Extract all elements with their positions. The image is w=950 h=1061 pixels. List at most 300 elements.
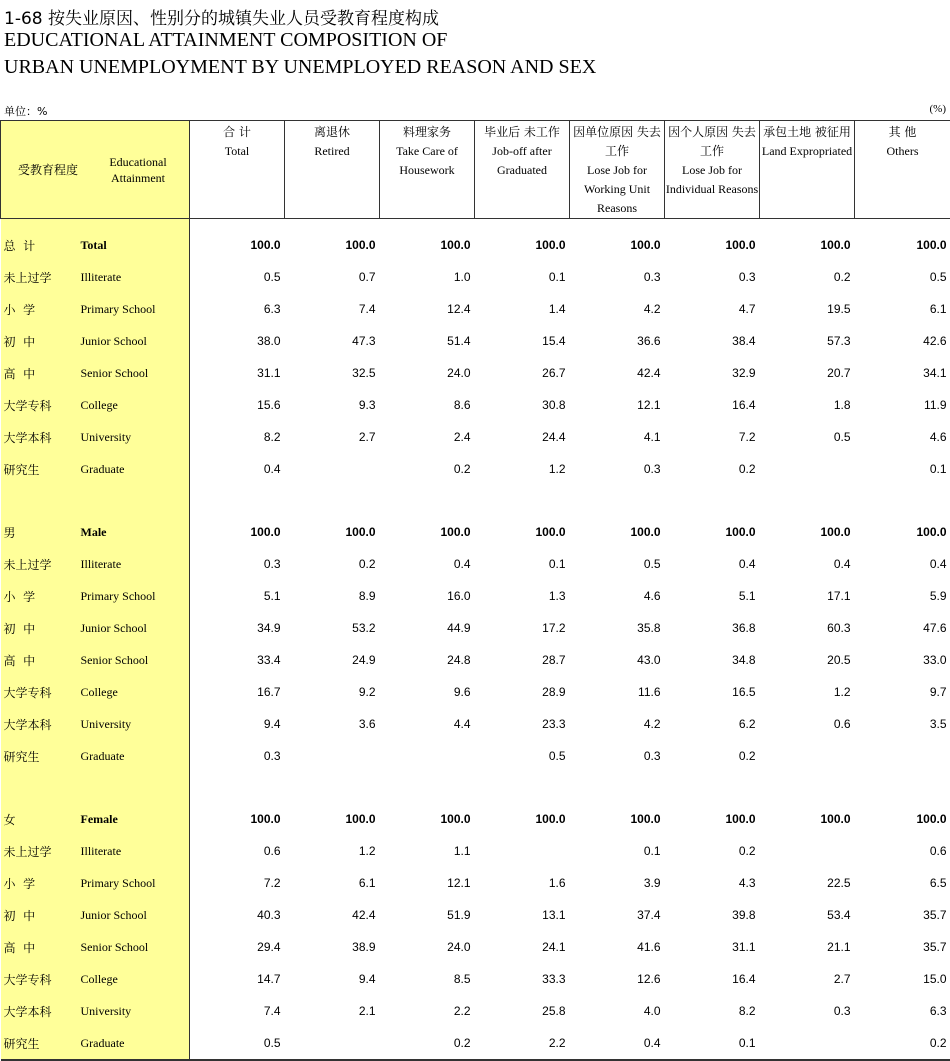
table-row [1, 740, 950, 772]
table-header-row [1, 121, 950, 219]
value-cell: 1.0 [380, 261, 475, 293]
value-cell: 100.0 [760, 516, 855, 548]
row-label-en: University [81, 708, 190, 740]
value-cell: 57.3 [760, 325, 855, 357]
value-cell: 100.0 [760, 803, 855, 835]
table-row [1, 357, 950, 389]
value-cell: 8.5 [380, 963, 475, 995]
value-cell: 5.9 [855, 580, 950, 612]
value-cell: 41.6 [570, 931, 665, 963]
value-cell: 100.0 [570, 803, 665, 835]
value-cell: 24.0 [380, 931, 475, 963]
row-label-en: University [81, 995, 190, 1027]
table-row [1, 995, 950, 1027]
unit-label-chinese: 单位：% [4, 103, 47, 119]
value-cell: 36.8 [665, 612, 760, 644]
value-cell: 0.4 [855, 548, 950, 580]
value-cell: 43.0 [570, 644, 665, 676]
value-cell: 100.0 [570, 516, 665, 548]
row-label-en: Illiterate [81, 261, 190, 293]
column-header-en: Take Care of Housework [380, 142, 474, 180]
value-cell: 14.7 [190, 963, 285, 995]
row-label-cn: 小 学 [1, 580, 81, 612]
row-label-en: University [81, 421, 190, 453]
value-cell: 42.4 [285, 899, 380, 931]
row-label-en: Primary School [81, 867, 190, 899]
column-header-en: Job-off after Graduated [475, 142, 569, 180]
value-cell: 0.5 [190, 1027, 285, 1060]
value-cell: 32.9 [665, 357, 760, 389]
value-cell: 4.2 [570, 708, 665, 740]
value-cell: 1.4 [475, 293, 570, 325]
column-header-en: Lose Job for Working Unit Reasons [570, 161, 664, 218]
value-cell: 25.8 [475, 995, 570, 1027]
row-label-en: Graduate [81, 453, 190, 485]
value-cell: 100.0 [855, 803, 950, 835]
value-cell: 35.7 [855, 931, 950, 963]
value-cell: 0.3 [570, 740, 665, 772]
value-cell: 3.9 [570, 867, 665, 899]
value-cell: 100.0 [285, 219, 380, 262]
column-header-cn: 因个人原因 失去工作 [665, 123, 759, 161]
value-cell: 0.1 [665, 1027, 760, 1060]
value-cell: 1.2 [475, 453, 570, 485]
value-cell: 36.6 [570, 325, 665, 357]
value-cell: 0.4 [190, 453, 285, 485]
row-label-cn: 高 中 [1, 931, 81, 963]
row-label-cn: 未上过学 [1, 261, 81, 293]
value-cell: 1.1 [380, 835, 475, 867]
value-cell: 0.4 [570, 1027, 665, 1060]
value-cell: 12.1 [570, 389, 665, 421]
value-cell: 0.3 [570, 453, 665, 485]
value-cell: 6.5 [855, 867, 950, 899]
column-header [760, 121, 855, 219]
value-cell: 0.5 [855, 261, 950, 293]
value-cell: 15.6 [190, 389, 285, 421]
column-header [380, 121, 475, 219]
row-label-en: Senior School [81, 931, 190, 963]
header-label-cell [1, 121, 190, 219]
row-label-en: Graduate [81, 740, 190, 772]
row-label-cn: 大学专科 [1, 963, 81, 995]
value-cell: 0.3 [665, 261, 760, 293]
table-row [1, 835, 950, 867]
value-cell: 100.0 [760, 219, 855, 262]
value-cell: 0.1 [475, 548, 570, 580]
value-cell: 42.6 [855, 325, 950, 357]
value-cell: 4.0 [570, 995, 665, 1027]
row-label-cn: 总 计 [1, 219, 81, 262]
value-cell: 37.4 [570, 899, 665, 931]
column-header-cn: 离退休 [285, 123, 379, 142]
value-cell: 2.1 [285, 995, 380, 1027]
value-cell: 0.2 [380, 1027, 475, 1060]
table-row [1, 421, 950, 453]
value-cell [285, 453, 380, 485]
column-header [475, 121, 570, 219]
value-cell: 9.2 [285, 676, 380, 708]
value-cell: 6.3 [190, 293, 285, 325]
value-cell [760, 453, 855, 485]
value-cell: 100.0 [475, 516, 570, 548]
table-row [1, 219, 950, 262]
table-row [1, 293, 950, 325]
value-cell: 16.0 [380, 580, 475, 612]
row-label-cn: 高 中 [1, 644, 81, 676]
column-header-en: Others [855, 142, 950, 161]
table-row [1, 899, 950, 931]
value-cell: 24.0 [380, 357, 475, 389]
value-cell: 1.2 [285, 835, 380, 867]
column-header-en: Land Expropriated [760, 142, 854, 161]
value-cell: 28.7 [475, 644, 570, 676]
value-cell: 30.8 [475, 389, 570, 421]
value-cell: 13.1 [475, 899, 570, 931]
value-cell: 0.3 [190, 548, 285, 580]
value-cell [855, 740, 950, 772]
header-label-en: Educational Attainment [87, 154, 189, 186]
column-header-cn: 因单位原因 失去工作 [570, 123, 664, 161]
value-cell: 3.5 [855, 708, 950, 740]
value-cell: 11.6 [570, 676, 665, 708]
value-cell: 100.0 [285, 516, 380, 548]
value-cell: 0.2 [380, 453, 475, 485]
row-label-en: Female [81, 803, 190, 835]
column-header [665, 121, 760, 219]
value-cell: 38.0 [190, 325, 285, 357]
table-row [1, 325, 950, 357]
value-cell: 0.3 [570, 261, 665, 293]
value-cell: 0.2 [665, 740, 760, 772]
column-header [190, 121, 285, 219]
value-cell: 12.4 [380, 293, 475, 325]
value-cell: 51.4 [380, 325, 475, 357]
value-cell: 100.0 [475, 803, 570, 835]
row-label-en: College [81, 389, 190, 421]
table-row [1, 516, 950, 548]
value-cell: 4.6 [855, 421, 950, 453]
value-cell: 0.2 [665, 453, 760, 485]
value-cell: 0.2 [760, 261, 855, 293]
value-cell: 23.3 [475, 708, 570, 740]
value-cell: 9.3 [285, 389, 380, 421]
row-label-cn: 研究生 [1, 1027, 81, 1060]
value-cell: 4.6 [570, 580, 665, 612]
value-cell [475, 835, 570, 867]
value-cell: 100.0 [665, 516, 760, 548]
value-cell: 0.6 [190, 835, 285, 867]
value-cell: 9.7 [855, 676, 950, 708]
table-row [1, 963, 950, 995]
value-cell: 0.2 [855, 1027, 950, 1060]
value-cell: 1.3 [475, 580, 570, 612]
unit-label-percent: (%) [930, 103, 947, 115]
value-cell: 0.5 [475, 740, 570, 772]
value-cell: 15.4 [475, 325, 570, 357]
value-cell: 31.1 [665, 931, 760, 963]
column-header-en: Total [190, 142, 284, 161]
value-cell [285, 1027, 380, 1060]
value-cell: 0.5 [190, 261, 285, 293]
table-row [1, 1027, 950, 1060]
value-cell: 0.4 [760, 548, 855, 580]
table-title-english-line1: EDUCATIONAL ATTAINMENT COMPOSITION OF [4, 29, 447, 52]
value-cell: 16.5 [665, 676, 760, 708]
value-cell: 24.4 [475, 421, 570, 453]
value-cell: 31.1 [190, 357, 285, 389]
row-label-cn: 初 中 [1, 899, 81, 931]
value-cell: 5.1 [665, 580, 760, 612]
column-header-cn: 其 他 [855, 123, 950, 142]
table-row [1, 261, 950, 293]
row-label-en: Illiterate [81, 835, 190, 867]
table-row [1, 676, 950, 708]
value-cell: 34.8 [665, 644, 760, 676]
value-cell: 20.5 [760, 644, 855, 676]
value-cell: 15.0 [855, 963, 950, 995]
value-cell: 1.2 [760, 676, 855, 708]
value-cell: 6.2 [665, 708, 760, 740]
value-cell: 21.1 [760, 931, 855, 963]
row-label-en: Male [81, 516, 190, 548]
value-cell [760, 1027, 855, 1060]
section-spacer [1, 772, 950, 803]
row-label-en: College [81, 963, 190, 995]
value-cell: 0.3 [760, 995, 855, 1027]
value-cell: 17.1 [760, 580, 855, 612]
row-label-en: Graduate [81, 1027, 190, 1060]
value-cell: 24.8 [380, 644, 475, 676]
row-label-cn: 男 [1, 516, 81, 548]
section-spacer [1, 485, 950, 516]
value-cell: 8.2 [190, 421, 285, 453]
value-cell: 100.0 [855, 219, 950, 262]
table-title-chinese: 1-68 按失业原因、性别分的城镇失业人员受教育程度构成 [4, 4, 439, 29]
value-cell: 33.4 [190, 644, 285, 676]
value-cell: 100.0 [665, 803, 760, 835]
value-cell: 39.8 [665, 899, 760, 931]
value-cell: 12.1 [380, 867, 475, 899]
value-cell: 100.0 [380, 803, 475, 835]
value-cell: 0.6 [855, 835, 950, 867]
value-cell: 0.1 [855, 453, 950, 485]
value-cell: 38.4 [665, 325, 760, 357]
value-cell: 4.7 [665, 293, 760, 325]
value-cell: 11.9 [855, 389, 950, 421]
column-header [855, 121, 950, 219]
row-label-cn: 未上过学 [1, 835, 81, 867]
value-cell: 60.3 [760, 612, 855, 644]
row-label-cn: 高 中 [1, 357, 81, 389]
data-table [0, 120, 950, 1061]
value-cell: 8.6 [380, 389, 475, 421]
column-header-cn: 毕业后 未工作 [475, 123, 569, 142]
value-cell: 8.9 [285, 580, 380, 612]
value-cell: 100.0 [285, 803, 380, 835]
value-cell: 100.0 [190, 219, 285, 262]
row-label-cn: 未上过学 [1, 548, 81, 580]
row-label-cn: 初 中 [1, 325, 81, 357]
value-cell: 8.2 [665, 995, 760, 1027]
value-cell: 26.7 [475, 357, 570, 389]
value-cell: 35.8 [570, 612, 665, 644]
row-label-cn: 研究生 [1, 740, 81, 772]
value-cell: 100.0 [570, 219, 665, 262]
value-cell: 44.9 [380, 612, 475, 644]
value-cell [285, 740, 380, 772]
value-cell: 100.0 [380, 516, 475, 548]
value-cell: 3.6 [285, 708, 380, 740]
value-cell: 5.1 [190, 580, 285, 612]
value-cell: 9.6 [380, 676, 475, 708]
table-row [1, 867, 950, 899]
row-label-cn: 女 [1, 803, 81, 835]
row-label-en: Senior School [81, 644, 190, 676]
column-header-cn: 承包土地 被征用 [760, 123, 854, 142]
value-cell: 24.1 [475, 931, 570, 963]
value-cell: 53.4 [760, 899, 855, 931]
value-cell: 40.3 [190, 899, 285, 931]
column-header-cn: 合 计 [190, 123, 284, 142]
value-cell: 1.8 [760, 389, 855, 421]
value-cell: 0.4 [665, 548, 760, 580]
value-cell: 7.4 [285, 293, 380, 325]
table-row [1, 612, 950, 644]
value-cell: 19.5 [760, 293, 855, 325]
value-cell [380, 740, 475, 772]
table-row [1, 548, 950, 580]
row-label-en: Primary School [81, 580, 190, 612]
value-cell: 100.0 [855, 516, 950, 548]
table-title-english-line2: URBAN UNEMPLOYMENT BY UNEMPLOYED REASON AND SEX [4, 56, 596, 79]
value-cell [760, 835, 855, 867]
value-cell: 34.9 [190, 612, 285, 644]
row-label-en: Junior School [81, 612, 190, 644]
row-label-cn: 小 学 [1, 867, 81, 899]
value-cell: 17.2 [475, 612, 570, 644]
value-cell: 34.1 [855, 357, 950, 389]
column-header-en: Retired [285, 142, 379, 161]
row-label-cn: 大学本科 [1, 995, 81, 1027]
value-cell: 35.7 [855, 899, 950, 931]
header-label-cn: 受教育程度 [1, 161, 87, 178]
value-cell: 100.0 [380, 219, 475, 262]
value-cell: 33.3 [475, 963, 570, 995]
value-cell: 42.4 [570, 357, 665, 389]
value-cell: 0.2 [285, 548, 380, 580]
value-cell: 28.9 [475, 676, 570, 708]
value-cell: 2.2 [380, 995, 475, 1027]
value-cell: 100.0 [190, 516, 285, 548]
row-label-cn: 大学本科 [1, 708, 81, 740]
value-cell: 53.2 [285, 612, 380, 644]
row-label-en: Junior School [81, 899, 190, 931]
value-cell: 1.6 [475, 867, 570, 899]
table-row [1, 389, 950, 421]
value-cell: 12.6 [570, 963, 665, 995]
value-cell: 6.1 [855, 293, 950, 325]
table-row [1, 453, 950, 485]
value-cell: 33.0 [855, 644, 950, 676]
value-cell: 16.4 [665, 963, 760, 995]
value-cell: 2.7 [760, 963, 855, 995]
value-cell: 4.2 [570, 293, 665, 325]
row-label-en: Primary School [81, 293, 190, 325]
value-cell: 0.4 [380, 548, 475, 580]
value-cell: 4.3 [665, 867, 760, 899]
row-label-en: Total [81, 219, 190, 262]
table-row [1, 803, 950, 835]
value-cell: 47.3 [285, 325, 380, 357]
table-row [1, 580, 950, 612]
value-cell: 0.1 [570, 835, 665, 867]
value-cell: 16.4 [665, 389, 760, 421]
column-header [570, 121, 665, 219]
value-cell: 4.1 [570, 421, 665, 453]
table-row [1, 708, 950, 740]
value-cell: 100.0 [190, 803, 285, 835]
value-cell: 2.4 [380, 421, 475, 453]
row-label-en: Junior School [81, 325, 190, 357]
row-label-cn: 研究生 [1, 453, 81, 485]
table-body [1, 219, 950, 1061]
row-label-cn: 大学本科 [1, 421, 81, 453]
value-cell: 22.5 [760, 867, 855, 899]
value-cell: 51.9 [380, 899, 475, 931]
row-label-en: Senior School [81, 357, 190, 389]
value-cell: 32.5 [285, 357, 380, 389]
row-label-cn: 小 学 [1, 293, 81, 325]
row-label-cn: 大学专科 [1, 676, 81, 708]
row-label-en: Illiterate [81, 548, 190, 580]
column-header-cn: 料理家务 [380, 123, 474, 142]
value-cell: 7.2 [190, 867, 285, 899]
value-cell: 20.7 [760, 357, 855, 389]
value-cell: 9.4 [190, 708, 285, 740]
row-label-cn: 初 中 [1, 612, 81, 644]
value-cell: 38.9 [285, 931, 380, 963]
value-cell: 9.4 [285, 963, 380, 995]
value-cell: 0.2 [665, 835, 760, 867]
value-cell: 4.4 [380, 708, 475, 740]
value-cell: 47.6 [855, 612, 950, 644]
table-row [1, 644, 950, 676]
column-header [285, 121, 380, 219]
column-header-en: Lose Job for Individual Reasons [665, 161, 759, 199]
value-cell [760, 740, 855, 772]
value-cell: 7.2 [665, 421, 760, 453]
value-cell: 0.7 [285, 261, 380, 293]
row-label-cn: 大学专科 [1, 389, 81, 421]
value-cell: 7.4 [190, 995, 285, 1027]
table-row [1, 931, 950, 963]
value-cell: 0.3 [190, 740, 285, 772]
value-cell: 0.5 [570, 548, 665, 580]
value-cell: 6.1 [285, 867, 380, 899]
value-cell: 0.5 [760, 421, 855, 453]
value-cell: 0.6 [760, 708, 855, 740]
value-cell: 100.0 [475, 219, 570, 262]
value-cell: 0.1 [475, 261, 570, 293]
value-cell: 16.7 [190, 676, 285, 708]
value-cell: 2.7 [285, 421, 380, 453]
value-cell: 6.3 [855, 995, 950, 1027]
value-cell: 100.0 [665, 219, 760, 262]
value-cell: 2.2 [475, 1027, 570, 1060]
row-label-en: College [81, 676, 190, 708]
value-cell: 29.4 [190, 931, 285, 963]
